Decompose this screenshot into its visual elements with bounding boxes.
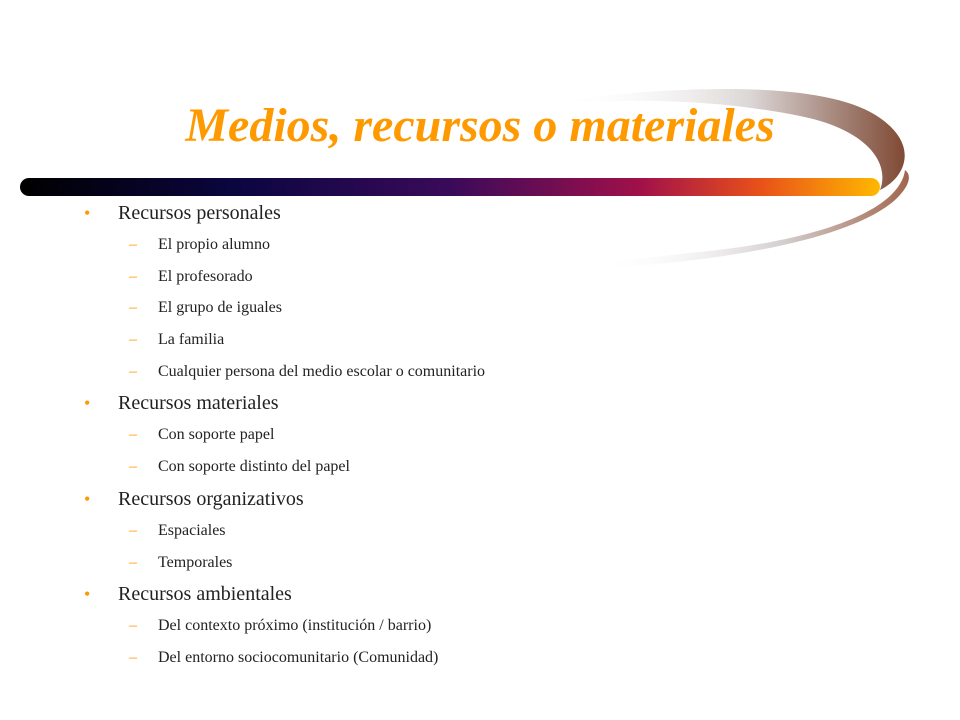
list-item [84,325,884,355]
list-item [84,516,884,546]
dash-icon: – [129,553,137,571]
section-heading [84,484,884,514]
dash-icon: – [129,648,137,666]
list-item-text: La familia [158,331,225,349]
list-item [84,357,884,387]
list-item [84,452,884,482]
list-item-text: Con soporte papel [158,426,275,444]
list-item [84,643,884,673]
dash-icon: – [129,236,137,253]
section-heading [84,579,884,609]
dash-icon: – [129,331,137,349]
dash-icon: – [129,299,137,317]
dash-icon: – [129,426,137,444]
list-item-text: Espaciales [158,521,226,539]
slide-content [84,198,884,675]
bullet-dot-icon: • [84,584,91,605]
list-item [84,293,884,323]
list-item-text: El profesorado [158,267,253,285]
dash-icon: – [129,521,137,539]
list-item-text: Del entorno sociocomunitario (Comunidad) [158,648,439,666]
bullet-dot-icon: • [84,203,91,223]
gradient-bar [20,178,880,196]
section-heading [84,388,884,418]
bullet-dot-icon: • [84,393,91,414]
list-item-text: Del contexto próximo (institución / barrio) [158,617,432,635]
list-item-text: Con soporte distinto del papel [158,458,350,476]
list-item [84,611,884,641]
section-heading [84,198,884,228]
dash-icon: – [129,362,137,380]
section-label: Recursos ambientales [118,583,292,606]
list-item [84,548,884,578]
dash-icon: – [129,458,137,476]
list-item [84,262,884,292]
dash-icon: – [129,267,137,285]
slide-title: Medios, recursos o materiales [185,99,775,152]
list-item-text: El propio alumno [158,236,270,253]
section-label: Recursos materiales [118,392,279,415]
section-label: Recursos organizativos [118,487,304,510]
dash-icon: – [129,617,137,635]
section-label: Recursos personales [118,202,281,224]
list-item [84,420,884,450]
list-item-text: Temporales [158,553,233,571]
list-item [84,230,884,260]
bullet-dot-icon: • [84,488,91,509]
list-item-text: El grupo de iguales [158,299,282,317]
list-item-text: Cualquier persona del medio escolar o comunitario [158,362,486,380]
